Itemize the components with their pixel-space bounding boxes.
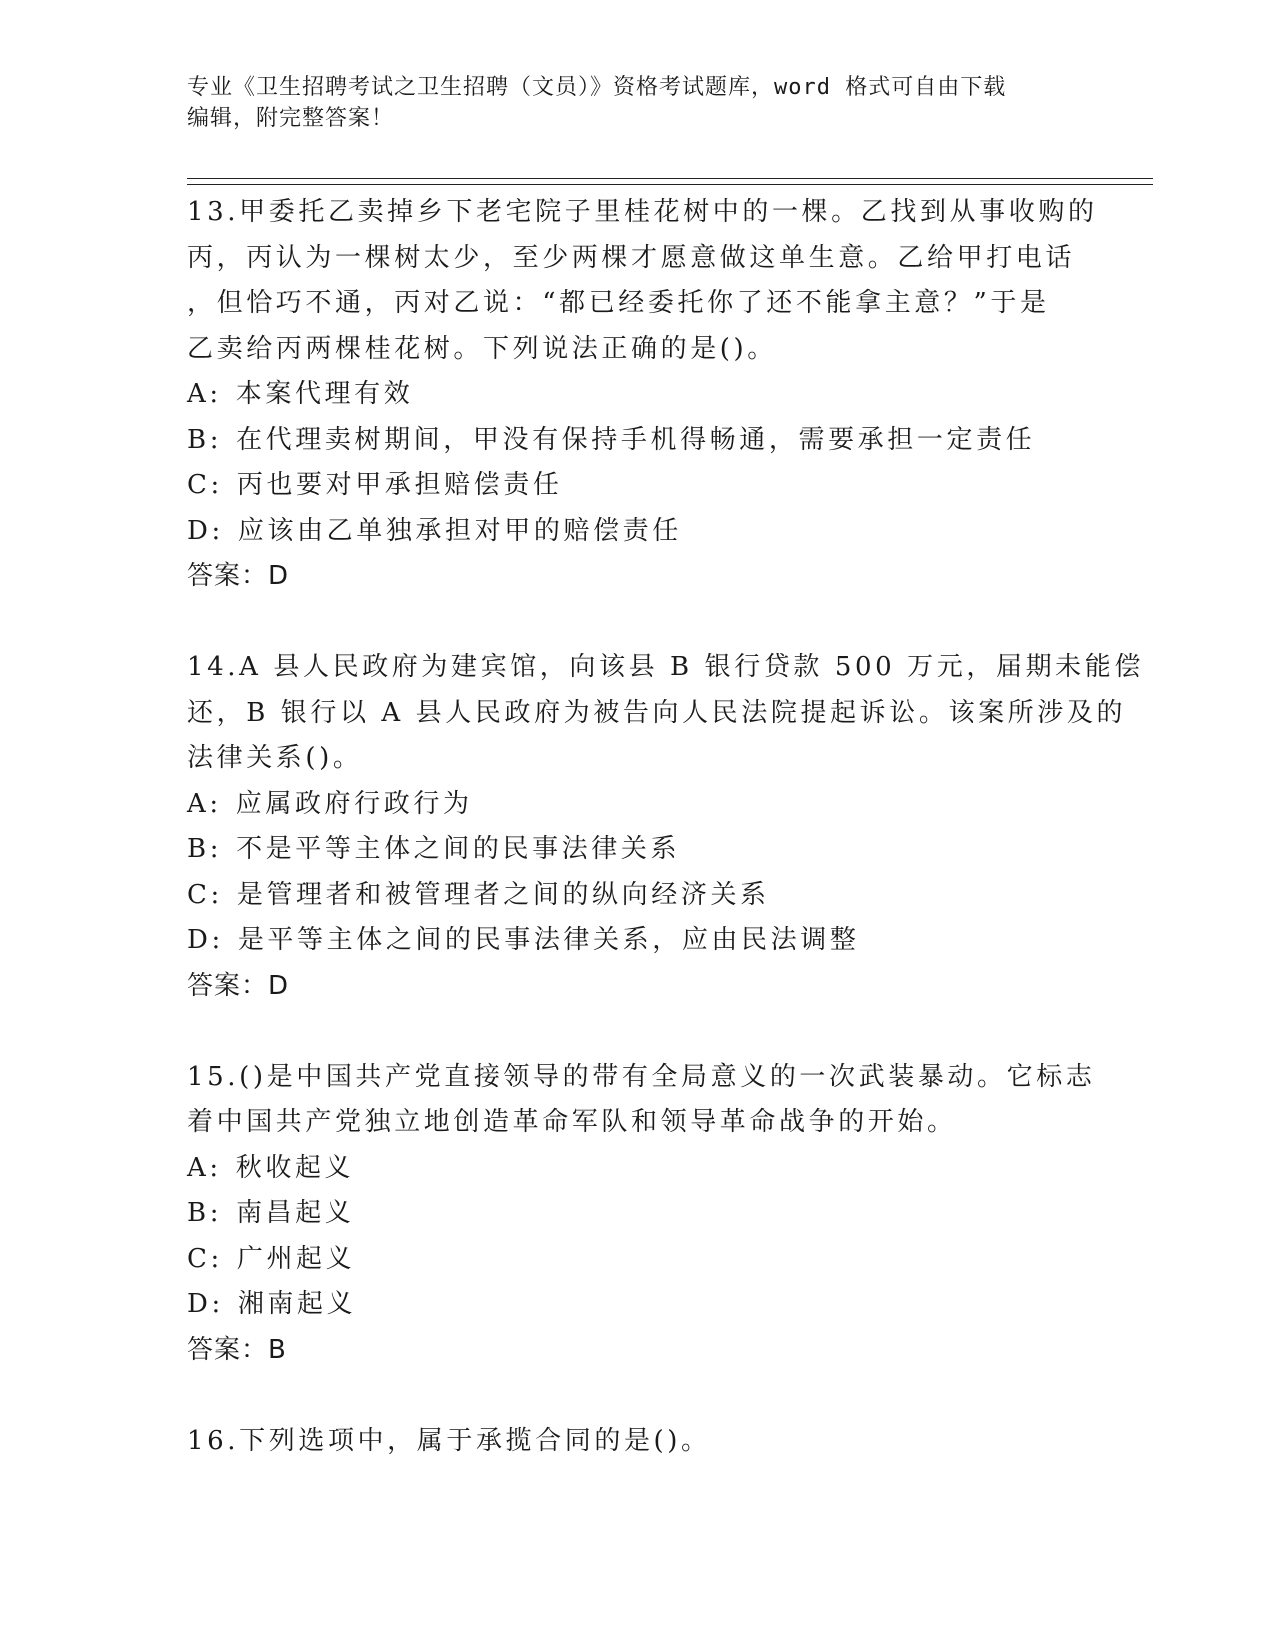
question-stem-line: 15.()是中国共产党直接领导的带有全局意义的一次武装暴动。它标志 bbox=[187, 1061, 1096, 1092]
option-c bbox=[187, 873, 1107, 919]
option-text: 应该由乙单独承担对甲的赔偿责任 bbox=[237, 515, 682, 546]
option-text: 秋收起义 bbox=[235, 1152, 355, 1183]
question-stem-line: 16.下列选项中，属于承揽合同的是()。 bbox=[187, 1425, 711, 1456]
option-key: A: bbox=[187, 1152, 222, 1183]
option-text: 应属政府行政行为 bbox=[235, 788, 473, 819]
option-key: A: bbox=[187, 379, 222, 409]
document-header bbox=[187, 72, 1087, 134]
question-stem-line: 着中国共产党独立地创造革命军队和领导革命战争的开始。 bbox=[187, 1107, 957, 1137]
question-list bbox=[187, 190, 1144, 1464]
question-gap bbox=[187, 1009, 1107, 1055]
option-key: B: bbox=[187, 834, 223, 864]
question-gap bbox=[187, 1373, 1107, 1419]
option-text: 丙也要对甲承担赔偿责任 bbox=[236, 470, 563, 500]
option-key: D: bbox=[187, 1289, 224, 1319]
header-divider-top bbox=[187, 178, 1153, 179]
option-key: D: bbox=[187, 925, 224, 955]
header-line-1: 专业《卫生招聘考试之卫生招聘（文员）》资格考试题库，word 格式可自由下载 bbox=[187, 75, 1007, 100]
option-text: 是管理者和被管理者之间的纵向经济关系 bbox=[236, 879, 770, 910]
option-b bbox=[187, 827, 1107, 873]
header-divider-bottom bbox=[187, 184, 1153, 185]
question-14 bbox=[187, 645, 1144, 1009]
option-a bbox=[187, 372, 1107, 418]
question-13 bbox=[187, 190, 1107, 600]
option-c bbox=[187, 1237, 1107, 1283]
option-key: C: bbox=[187, 879, 223, 910]
option-c bbox=[187, 463, 1107, 509]
answer-line: 答案：D bbox=[187, 970, 290, 1001]
option-d bbox=[187, 918, 1107, 964]
question-16 bbox=[187, 1419, 1107, 1465]
question-stem-line: 乙卖给丙两棵桂花树。下列说法正确的是()。 bbox=[187, 333, 777, 364]
option-a bbox=[187, 782, 1107, 828]
option-text: 广州起义 bbox=[236, 1243, 356, 1274]
option-key: D: bbox=[187, 515, 224, 546]
option-d bbox=[187, 1282, 1107, 1328]
option-a bbox=[187, 1146, 1107, 1192]
option-key: B: bbox=[187, 424, 223, 455]
option-key: A: bbox=[187, 788, 222, 819]
question-stem-line: ，但恰巧不通，丙对乙说：“都已经委托你了还不能拿主意？”于是 bbox=[187, 288, 1050, 318]
question-stem-line: 还，B 银行以 A 县人民政府为被告向人民法院提起诉讼。该案所涉及的 bbox=[187, 697, 1127, 728]
option-d bbox=[187, 509, 1107, 555]
option-key: C: bbox=[187, 1243, 223, 1274]
answer-line: 答案：D bbox=[187, 561, 290, 591]
option-text: 是平等主体之间的民事法律关系，应由民法调整 bbox=[237, 925, 860, 955]
option-text: 本案代理有效 bbox=[235, 379, 414, 409]
question-15 bbox=[187, 1055, 1107, 1374]
option-text: 湘南起义 bbox=[237, 1289, 357, 1319]
question-stem-line: 14.A 县人民政府为建宾馆，向该县 B 银行贷款 500 万元，届期未能偿 bbox=[187, 652, 1144, 682]
question-stem-line: 法律关系()。 bbox=[187, 743, 363, 773]
option-b bbox=[187, 1191, 1107, 1237]
question-stem-line: 13.甲委托乙卖掉乡下老宅院子里桂花树中的一棵。乙找到从事收购的 bbox=[187, 197, 1098, 227]
header-line-2: 编辑，附完整答案！ bbox=[187, 106, 395, 131]
option-b bbox=[187, 418, 1107, 464]
question-gap bbox=[187, 600, 1107, 646]
option-text: 在代理卖树期间，甲没有保持手机得畅通，需要承担一定责任 bbox=[236, 424, 1036, 455]
question-stem-line: 丙，丙认为一棵树太少，至少两棵才愿意做这单生意。乙给甲打电话 bbox=[187, 242, 1076, 273]
option-key: B: bbox=[187, 1198, 223, 1228]
option-text: 不是平等主体之间的民事法律关系 bbox=[236, 834, 681, 864]
answer-line: 答案：B bbox=[187, 1334, 287, 1365]
option-text: 南昌起义 bbox=[236, 1198, 355, 1228]
option-key: C: bbox=[187, 470, 223, 500]
